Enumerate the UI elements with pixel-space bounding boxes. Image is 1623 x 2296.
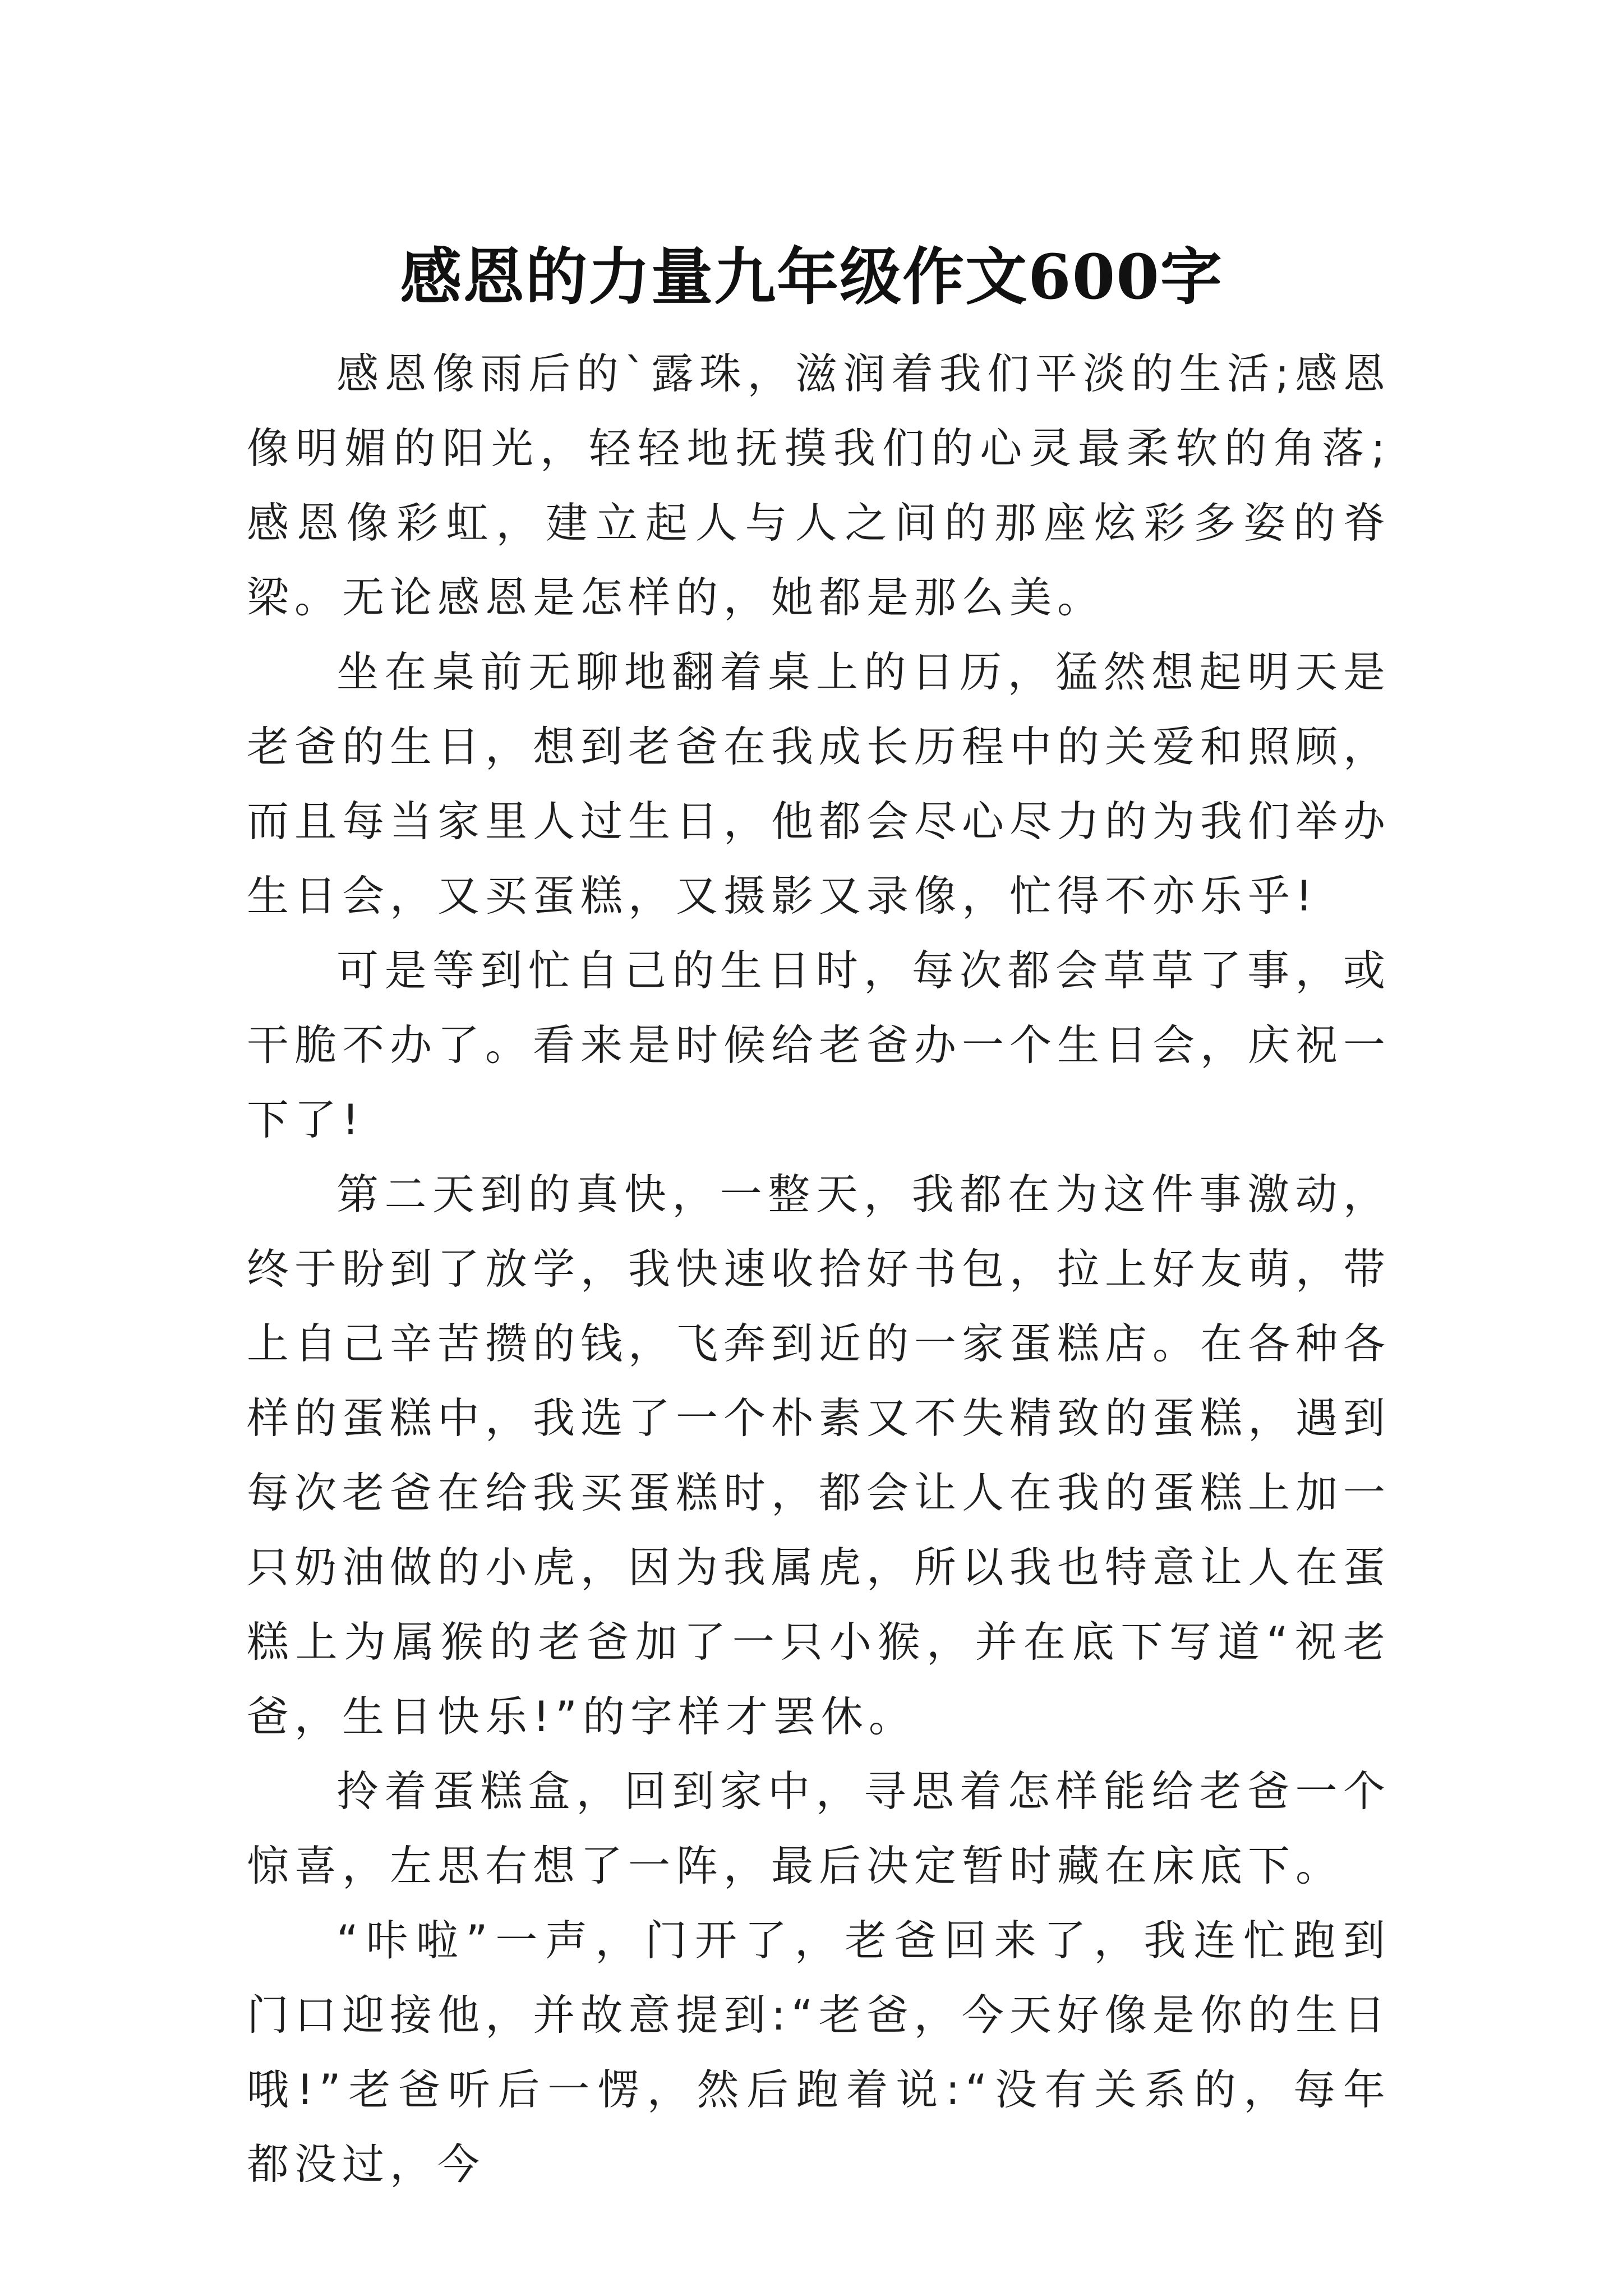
paragraph: 坐在桌前无聊地翻着桌上的日历，猛然想起明天是老爸的生日，想到老爸在我成长历程中的关爱和照顾，而且每当家里人过生日，他都会尽心尽力的为我们举办生日会，又买蛋糕，又摄影又录像，忙得不亦乐乎! xyxy=(247,647,1391,921)
essay-body xyxy=(247,337,1391,2202)
paragraph: 感恩像雨后的`露珠，滋润着我们平淡的生活;感恩像明媚的阳光，轻轻地抚摸我们的心灵最柔软的角落;感恩像彩虹，建立起人与人之间的那座炫彩多姿的脊梁。无论感恩是怎样的，她都是那么美。 xyxy=(247,349,1391,622)
paragraph: 拎着蛋糕盒，回到家中，寻思着怎样能给老爸一个惊喜，左思右想了一阵，最后决定暂时藏在床底下。 xyxy=(247,1766,1391,1890)
paragraph: 第二天到的真快，一整天，我都在为这件事激动，终于盼到了放学，我快速收拾好书包，拉上好友萌，带上自己辛苦攒的钱，飞奔到近的一家蛋糕店。在各种各样的蛋糕中，我选了一个朴素又不失精致的蛋糕，遇到每次老爸在给我买蛋糕时，都会让人在我的蛋糕上加一只奶油做的小虎，因为我属虎，所以我也特意让人在蛋糕上为属猴的老爸加了一只小猴，并在底下写道“祝老爸，生日快乐!”的字样才罢休。 xyxy=(247,1170,1391,1741)
paragraph: “咔啦”一声，门开了，老爸回来了，我连忙跑到门口迎接他，并故意提到:“老爸，今天好像是你的生日哦!”老爸听后一愣，然后跑着说:“没有关系的，每年都没过，今 xyxy=(247,1916,1391,2189)
page-title: 感恩的力量九年级作文600字 xyxy=(400,240,1223,313)
paragraph: 可是等到忙自己的生日时，每次都会草草了事，或干脆不办了。看来是时候给老爸办一个生日会，庆祝一下了! xyxy=(247,946,1391,1144)
